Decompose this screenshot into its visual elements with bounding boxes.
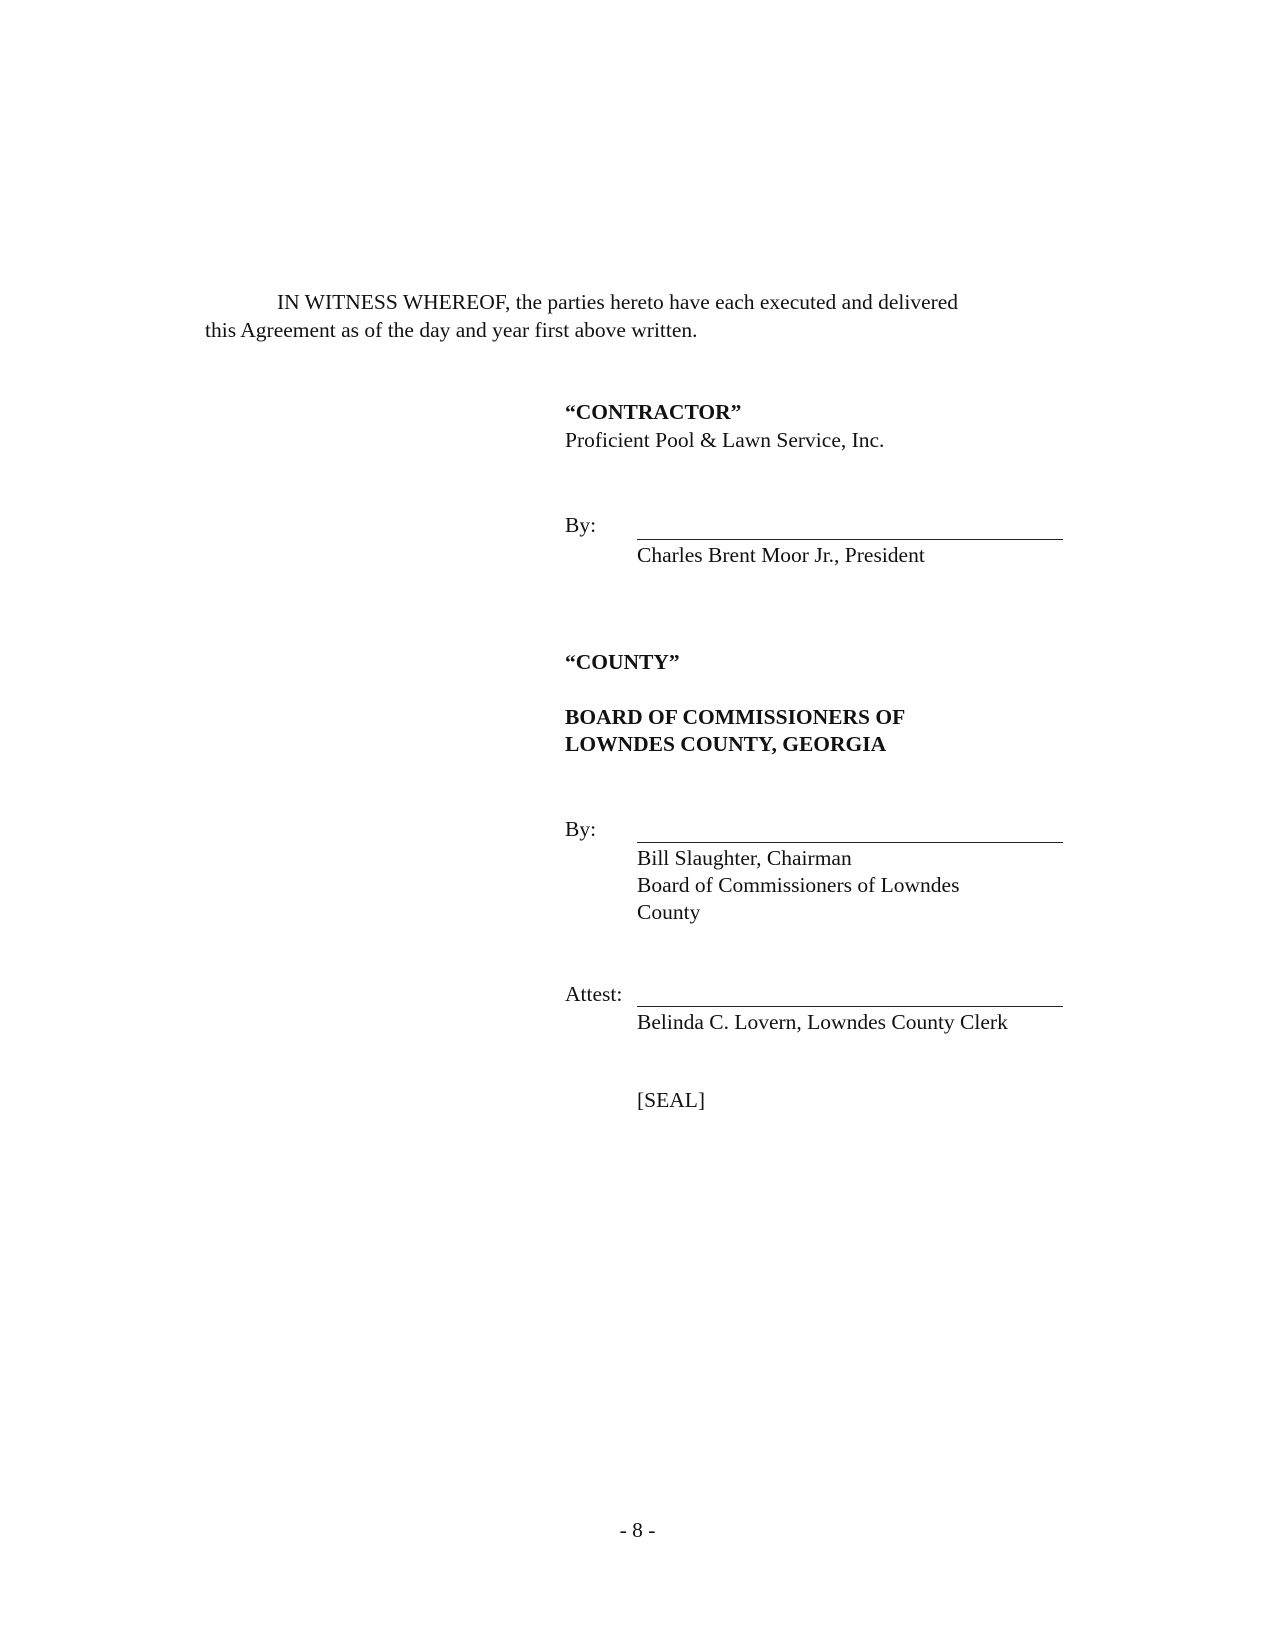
attest-label: Attest: xyxy=(565,982,623,1006)
contractor-heading: “CONTRACTOR” xyxy=(565,400,742,424)
attest-signer: Belinda C. Lovern, Lowndes County Clerk xyxy=(637,1010,1008,1034)
witness-line-2: this Agreement as of the day and year first above written. xyxy=(205,318,698,342)
county-board-line-2: LOWNDES COUNTY, GEORGIA xyxy=(565,732,887,756)
contractor-by-label: By: xyxy=(565,513,597,537)
county-board-line-1: BOARD OF COMMISSIONERS OF xyxy=(565,705,906,729)
county-by-label: By: xyxy=(565,817,597,841)
attest-signature-line xyxy=(637,1006,1063,1007)
contractor-company: Proficient Pool & Lawn Service, Inc. xyxy=(565,428,885,452)
contractor-signer: Charles Brent Moor Jr., President xyxy=(637,543,925,567)
witness-paragraph xyxy=(205,288,1065,344)
county-signer-line-2: Board of Commissioners of Lowndes xyxy=(637,873,960,897)
county-signer-line-3: County xyxy=(637,900,701,924)
county-signer-line-1: Bill Slaughter, Chairman xyxy=(637,846,852,870)
seal-placeholder: [SEAL] xyxy=(637,1088,706,1112)
county-heading: “COUNTY” xyxy=(565,650,680,674)
page-number: - 8 - xyxy=(619,1518,656,1542)
county-signature-block xyxy=(565,816,1085,926)
contractor-signature-block xyxy=(565,512,1085,572)
contractor-signature-line xyxy=(637,539,1063,540)
attest-signature-block xyxy=(565,981,1085,1041)
county-signature-line xyxy=(637,842,1063,843)
witness-line-1: IN WITNESS WHEREOF, the parties hereto have each executed and delivered xyxy=(277,290,959,314)
